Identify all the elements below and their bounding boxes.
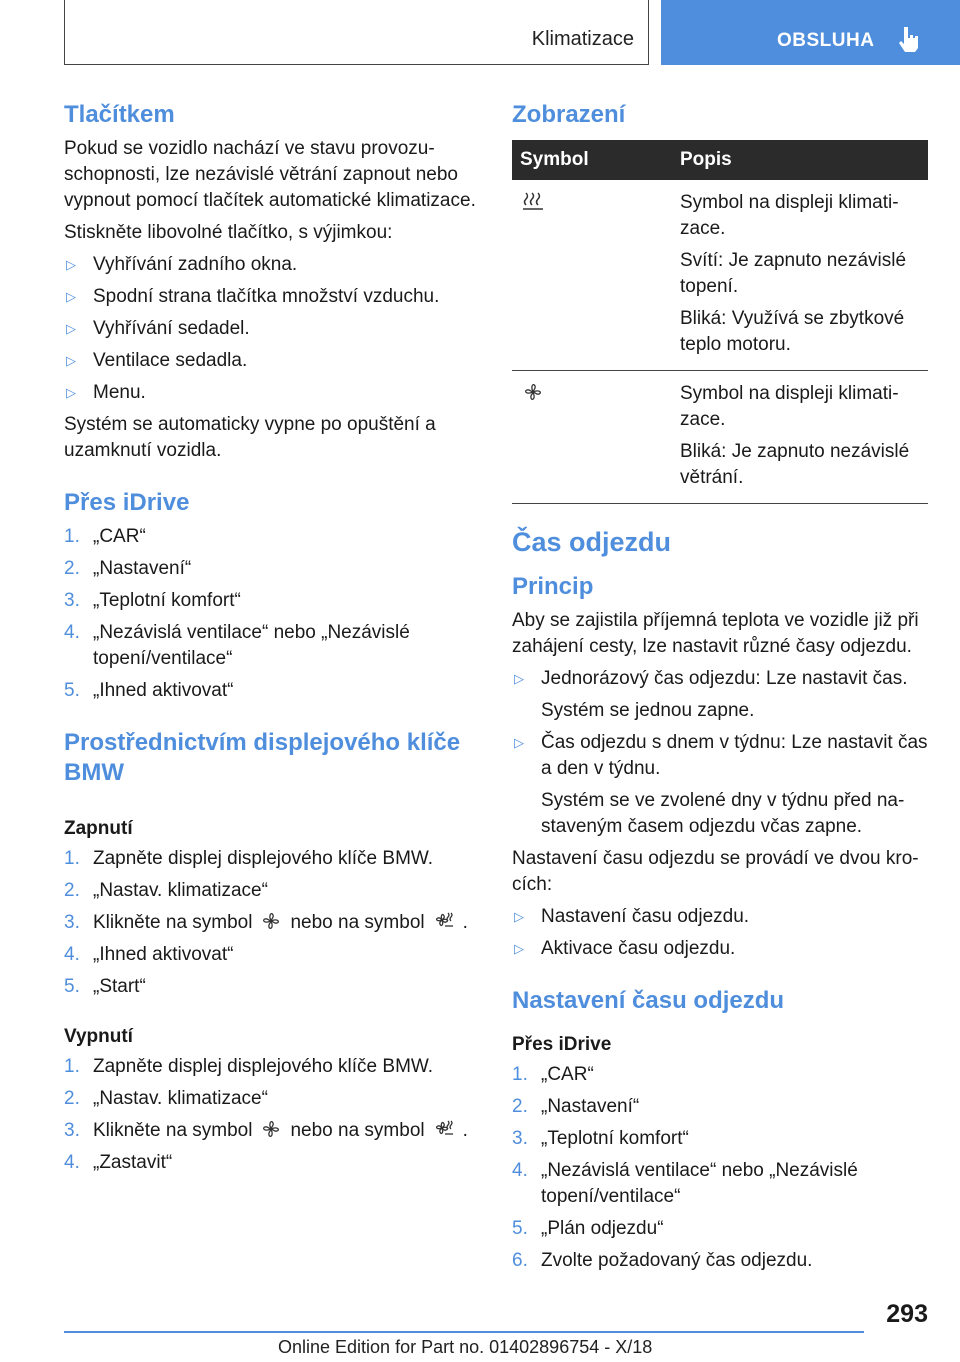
list-item: ▷ Vyhřívání zadního okna.	[64, 252, 480, 278]
table-row: Symbol na displeji klimati-zace. Svítí: Je zapnuto nezávislé topení. Bliká: Využívá se zbytkové teplo motoru.	[512, 180, 928, 371]
list-item: ▷ Vyhřívání sedadel.	[64, 316, 480, 342]
triangle-bullet-icon: ▷	[514, 735, 524, 750]
heading-departure-time: Čas odjezdu	[512, 527, 672, 557]
exceptions-list	[64, 252, 480, 406]
column-symbol: Symbol	[512, 140, 676, 180]
triangle-bullet-icon: ▷	[66, 353, 76, 368]
left-column	[64, 100, 480, 1182]
ventilation-fan-icon	[260, 1118, 282, 1140]
step-item: 2. „Nastavení“	[512, 1096, 640, 1117]
heading-display-key: Prostřednictvím displejového klíče BMW	[64, 729, 461, 786]
table-header	[512, 140, 928, 180]
column-description: Popis	[676, 140, 928, 180]
section-title: Klimatizace	[531, 28, 634, 50]
step-item: 4. „Nezávislá ventilace“ nebo „Nezávislé topení/ventilace“	[512, 1160, 858, 1207]
list-item: ▷ Nastavení času odjezdu.	[512, 904, 928, 930]
step-item: 6. Zvolte požadovaný čas odjezdu.	[512, 1250, 813, 1271]
button-paragraph-2: Stiskněte libovolné tlačítko, s výjimkou:	[64, 222, 393, 243]
step-item: 4. „Zastavit“	[64, 1152, 173, 1173]
edition-note: Online Edition for Part no. 01402896754 - X/18	[278, 1337, 653, 1357]
principle-paragraph: Aby se zajistila příjemná teplota ve vozidle již při zahájení cesty, lze nastavit různé časy odjezdu.	[512, 610, 919, 657]
step-item: 2. „Nastavení“	[64, 558, 192, 579]
heading-switch-on: Zapnutí	[64, 818, 133, 839]
section-box	[64, 0, 649, 65]
heading-switch-off: Vypnutí	[64, 1026, 133, 1047]
principle-list	[512, 666, 928, 840]
button-paragraph-3: Systém se automaticky vypne po opuštění a uzamknutí vozidla.	[64, 414, 436, 461]
heading-principle: Princip	[512, 573, 594, 600]
switch-off-steps	[64, 1054, 480, 1176]
idrive-steps	[64, 524, 480, 704]
triangle-bullet-icon: ▷	[66, 321, 76, 336]
pointing-hand-icon	[893, 24, 923, 54]
list-item: ▷ Menu.	[64, 380, 480, 406]
heading-via-idrive: Přes iDrive	[512, 1034, 612, 1055]
heading-display: Zobrazení	[512, 101, 626, 128]
steps-paragraph: Nastavení času odjezdu se provádí ve dvou kro-cích:	[512, 848, 919, 895]
page-number: 293	[886, 1300, 928, 1328]
steps-list	[512, 904, 928, 962]
heading-departure-setting: Nastavení času odjezdu	[512, 987, 785, 1014]
step-item: 5. „Plán odjezdu“	[512, 1218, 664, 1239]
list-item: ▷ Aktivace času odjezdu.	[512, 936, 928, 962]
list-item: ▷ Jednorázový čas odjezdu: Lze nastavit čas. Systém se jednou zapne.	[514, 668, 908, 721]
heating-fan-icon	[433, 1118, 455, 1140]
step-item: 4. „Nezávislá ventilace“ nebo „Nezávislé topení/ventilace“	[64, 622, 410, 669]
setting-steps	[512, 1062, 928, 1274]
step-item: 2. „Nastav. klimatizace“	[64, 1088, 268, 1109]
triangle-bullet-icon: ▷	[514, 909, 524, 924]
step-item: 3. Klikněte na symbol nebo na symbol .	[64, 912, 468, 933]
heading-button: Tlačítkem	[64, 101, 175, 128]
list-item: ▷ Spodní strana tlačítka množství vzduchu.	[64, 284, 480, 310]
triangle-bullet-icon: ▷	[66, 385, 76, 400]
triangle-bullet-icon: ▷	[66, 257, 76, 272]
step-item: 3. „Teplotní komfort“	[512, 1128, 689, 1149]
chapter-tab	[661, 0, 960, 65]
step-item: 5. „Ihned aktivovat“	[64, 680, 234, 701]
step-item: 2. „Nastav. klimatizace“	[64, 880, 268, 901]
list-item: ▷ Ventilace sedadla.	[64, 348, 480, 374]
step-item: 1. „CAR“	[64, 526, 146, 547]
switch-on-steps	[64, 846, 480, 1000]
button-paragraph-1: Pokud se vozidlo nachází ve stavu provozu-schopnosti, lze nezávislé větrání zapnout nebo vypnout pomocí tlačítek automatické klimatizace.	[64, 138, 476, 211]
chapter-label: OBSLUHA	[777, 30, 875, 51]
page-header	[0, 0, 960, 66]
symbol-table	[512, 140, 928, 504]
triangle-bullet-icon: ▷	[514, 941, 524, 956]
ventilation-fan-icon	[260, 910, 282, 932]
step-item: 3. Klikněte na symbol nebo na symbol .	[64, 1120, 468, 1141]
list-item: ▷ Čas odjezdu s dnem v týdnu: Lze nastavit čas a den v týdnu. Systém se ve zvolené dny v týdnu před na-staveným časem odjezdu včas zapne.	[514, 732, 928, 837]
footer-divider	[64, 1331, 864, 1333]
step-item: 1. Zapněte displej displejového klíče BMW.	[64, 1056, 434, 1077]
step-item: 4. „Ihned aktivovat“	[64, 944, 234, 965]
triangle-bullet-icon: ▷	[514, 671, 524, 686]
right-column	[512, 100, 928, 1280]
table-row: Symbol na displeji klimati-zace. Bliká: Je zapnuto nezávislé větrání.	[512, 371, 928, 504]
step-item: 3. „Teplotní komfort“	[64, 590, 241, 611]
heading-idrive: Přes iDrive	[64, 489, 190, 516]
triangle-bullet-icon: ▷	[66, 289, 76, 304]
step-item: 1. „CAR“	[512, 1064, 594, 1085]
step-item: 1. Zapněte displej displejového klíče BMW.	[64, 848, 434, 869]
step-item: 5. „Start“	[64, 976, 146, 997]
heating-fan-icon	[433, 910, 455, 932]
ventilation-symbol-icon	[520, 381, 546, 403]
heating-symbol-icon	[520, 190, 546, 212]
